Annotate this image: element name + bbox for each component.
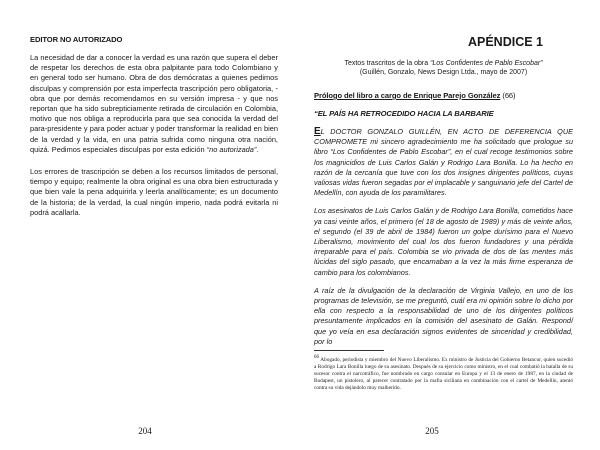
appendix-subtitle xyxy=(314,59,573,77)
footnote-divider xyxy=(314,350,384,351)
left-paragraph-2: Los errores de trascripción se deben a los recursos limitados de personal, tiempo y equipo; realmente la obra original es una obra bien estructurada y que bien vale la pena adquirirla y leerla analíticamente; es un documento de la historia; de la verdad, la cual ningún imperio, nada podrá evitarla ni podrá acallarla. xyxy=(30,167,278,217)
left-heading: EDITOR NO AUTORIZADO xyxy=(30,35,123,44)
drop-cap: E xyxy=(314,126,321,137)
right-page xyxy=(300,0,600,450)
left-page-number: 204 xyxy=(138,426,152,436)
subtitle-prefix: Textos trascritos de la obra xyxy=(344,60,431,67)
prologue-heading-text: Prólogo del libro a cargo de Enrique Parejo González xyxy=(314,91,501,100)
right-paragraph-3: A raíz de la divulgación de la declaración de Virginia Vallejo, en uno de los programas de televisión, se me preguntó, cuál era mi opinión sobre lo dicho por ella con respecto a la responsabilidad de uno de los dirigentes políticos presuntamente implicados en la comisión del asesinato de Galán. Respondí que yo veía en esa declaración signos evidentes de sinceridad y credibilidad, por lo xyxy=(314,285,573,346)
subtitle-citation: (Guillén, Gonzalo, News Design Ltda., mayo de 2007) xyxy=(359,69,528,76)
footnote-number: 66 xyxy=(314,355,319,361)
left-paragraph-1 xyxy=(30,53,278,155)
appendix-title: APÉNDICE 1 xyxy=(467,35,543,49)
left-paragraph-1-text: La necesidad de dar a conocer la verdad es una razón que supera el deber de respetar los derechos de esta obra palpitante para todo Colombiano y en general todo ser humano. Obra de dos demócratas a quienes pedimos disculpas y comprensión por esta imperfecta trascripción pero obligatoria, - obra que por demás recomendamos en su versión impresa - y que nos reportan que ha sido subrepticiamente retirada de circulación en Colombia, motivo que nos obliga a reproducirla para que sea conocida la verdad del para-presidente y para poder actuar y poder transformar la realidad en bien de la verdad y la vida, en una patria sufrida como ninguna otra nación, quizá. Pedimos especiales disculpas por esta edición xyxy=(30,53,278,154)
footnote-text: Abogado, periodista y miembro del Nuevo Liberalismo. Ex ministro de Justicia del Gobierno Betancur, quien sucedió a Rodrigo Lara Bonilla luego de su asesinato. Después de su ejercicio como ministro, en el cual combatió la batalla de su sucesor contra el narcotráfico, fue nombrado en cargo consular en Europa y el 13 de enero de 1987, en la ciudad de Budapest, un pistolero, al parecer contratado por la mafia siciliana en combinación con el cartel de Medellín, atentó contra su vida dejándolo muy malherido. xyxy=(314,356,573,391)
right-paragraph-2: Los asesinatos de Luis Carlos Galán y de Rodrigo Lara Bonilla, cometidos hace ya casi veinte años, el primero (el 18 de agosto de 1989) y más de veinte años, el segundo (el 39 de abril de 1984) fueron un golpe durísimo para el Nuevo Liberalismo, movimiento del cual los dos fueron fundadores y una pérdida irreparable para el país. Colombia se vio privada de dos de las mentes más lúcidas del siglo pasado, que encarnaban a la vez la más firme esperanza de cambio para los colombianos. xyxy=(314,206,573,277)
right-page-number: 205 xyxy=(425,426,439,436)
footnote xyxy=(314,354,573,392)
right-paragraph-1-text: L DOCTOR GONZALO GUILLÉN, EN ACTO DE DEFERENCIA QUE COMPROMETE mi sincero agradecimiento me ha solicitado que prologue su libro “Los Confidentes de Pablo Escobar”, en el cual recoge testimonios sobre los magnicidios de Luis Carlos Galán y Rodrigo Lara Bonilla. Lo ha hecho en razón de la cercanía que tuve con los dos insignes dirigentes políticos, cuyas valiosas vidas fueron segadas por el implacable y sanguinario jefe del Cartel de Medellín, con ayuda de los paramilitares. xyxy=(314,127,573,198)
left-paragraph-1-italic: “no autorizada” xyxy=(206,144,257,154)
right-paragraph-1 xyxy=(314,127,573,198)
prologue-ref: (66) xyxy=(500,91,516,100)
left-paragraph-1-end: . xyxy=(256,144,259,154)
section-heading: “EL PAÍS HA RETROCEDIDO HACIA LA BARBARIE xyxy=(314,109,494,118)
prologue-heading xyxy=(314,91,573,100)
subtitle-book-title: “Los Confidentes de Pablo Escobar” xyxy=(430,60,543,67)
